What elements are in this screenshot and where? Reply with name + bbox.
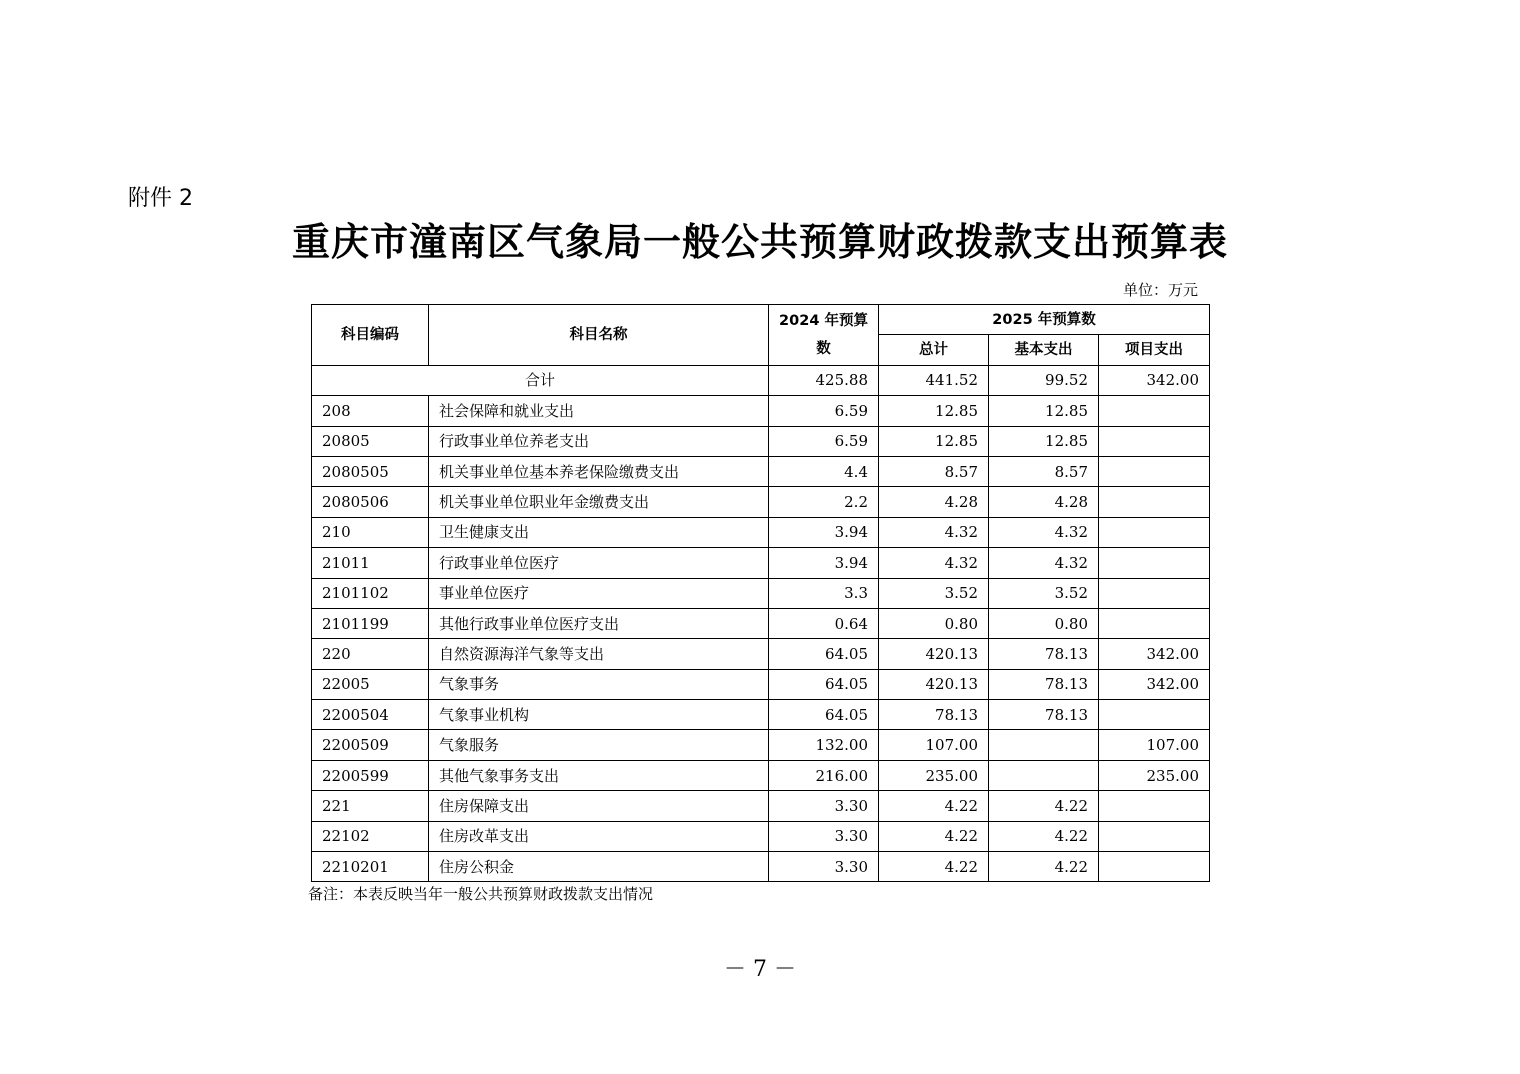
cell-code: 2200509 xyxy=(312,730,429,760)
cell-project xyxy=(1099,852,1210,882)
cell-name: 气象事务 xyxy=(429,669,769,699)
header-project: 项目支出 xyxy=(1099,335,1210,365)
cell-name: 卫生健康支出 xyxy=(429,517,769,547)
table-row xyxy=(312,426,1210,456)
cell-budget-2024: 132.00 xyxy=(769,730,879,760)
table-row xyxy=(312,821,1210,851)
cell-budget-2024: 64.05 xyxy=(769,639,879,669)
total-total: 441.52 xyxy=(879,365,989,395)
cell-project xyxy=(1099,456,1210,486)
cell-budget-2024: 6.59 xyxy=(769,426,879,456)
cell-basic: 8.57 xyxy=(989,456,1099,486)
cell-basic: 4.28 xyxy=(989,487,1099,517)
cell-code: 22102 xyxy=(312,821,429,851)
cell-name: 自然资源海洋气象等支出 xyxy=(429,639,769,669)
table-row xyxy=(312,852,1210,882)
cell-name: 行政事业单位医疗 xyxy=(429,548,769,578)
cell-name: 住房改革支出 xyxy=(429,821,769,851)
total-row xyxy=(312,365,1210,395)
cell-basic xyxy=(989,730,1099,760)
table-row xyxy=(312,669,1210,699)
cell-budget-2024: 4.4 xyxy=(769,456,879,486)
unit-label: 单位：万元 xyxy=(1122,281,1198,299)
cell-project xyxy=(1099,426,1210,456)
cell-project xyxy=(1099,396,1210,426)
budget-table xyxy=(311,304,1210,882)
cell-basic: 12.85 xyxy=(989,426,1099,456)
cell-name: 住房保障支出 xyxy=(429,791,769,821)
table-row xyxy=(312,730,1210,760)
cell-budget-2024: 6.59 xyxy=(769,396,879,426)
cell-project xyxy=(1099,517,1210,547)
cell-name: 气象事业机构 xyxy=(429,700,769,730)
header-code: 科目编码 xyxy=(312,305,429,366)
table-row xyxy=(312,639,1210,669)
cell-code: 208 xyxy=(312,396,429,426)
header-budget-2024: 2024 年预算数 xyxy=(769,305,879,366)
cell-code: 220 xyxy=(312,639,429,669)
cell-basic: 4.32 xyxy=(989,548,1099,578)
table-row xyxy=(312,548,1210,578)
header-budget-2025: 2025 年预算数 xyxy=(879,305,1210,335)
total-project: 342.00 xyxy=(1099,365,1210,395)
cell-code: 2210201 xyxy=(312,852,429,882)
cell-project xyxy=(1099,700,1210,730)
table-row xyxy=(312,578,1210,608)
cell-code: 2101199 xyxy=(312,608,429,638)
cell-name: 机关事业单位基本养老保险缴费支出 xyxy=(429,456,769,486)
cell-name: 其他气象事务支出 xyxy=(429,760,769,790)
cell-project xyxy=(1099,578,1210,608)
table-row xyxy=(312,700,1210,730)
table-row xyxy=(312,396,1210,426)
cell-project: 342.00 xyxy=(1099,639,1210,669)
table-header xyxy=(312,305,1210,366)
total-budget-2024: 425.88 xyxy=(769,365,879,395)
header-total: 总计 xyxy=(879,335,989,365)
cell-budget-2024: 3.30 xyxy=(769,791,879,821)
cell-basic: 4.22 xyxy=(989,821,1099,851)
page-number: － 7 － xyxy=(724,957,796,982)
table-row xyxy=(312,608,1210,638)
table-row xyxy=(312,517,1210,547)
cell-code: 21011 xyxy=(312,548,429,578)
table-row xyxy=(312,456,1210,486)
cell-total: 4.28 xyxy=(879,487,989,517)
cell-name: 其他行政事业单位医疗支出 xyxy=(429,608,769,638)
cell-total: 12.85 xyxy=(879,426,989,456)
cell-code: 2080505 xyxy=(312,456,429,486)
cell-project xyxy=(1099,791,1210,821)
cell-total: 4.32 xyxy=(879,517,989,547)
cell-total: 235.00 xyxy=(879,760,989,790)
cell-budget-2024: 2.2 xyxy=(769,487,879,517)
cell-budget-2024: 3.94 xyxy=(769,517,879,547)
cell-total: 0.80 xyxy=(879,608,989,638)
cell-project: 342.00 xyxy=(1099,669,1210,699)
page-title: 重庆市潼南区气象局一般公共预算财政拨款支出预算表 xyxy=(291,220,1228,264)
table-note: 备注：本表反映当年一般公共预算财政拨款支出情况 xyxy=(308,885,654,903)
cell-total: 4.22 xyxy=(879,821,989,851)
cell-code: 2200599 xyxy=(312,760,429,790)
cell-name: 事业单位医疗 xyxy=(429,578,769,608)
cell-name: 社会保障和就业支出 xyxy=(429,396,769,426)
cell-basic: 12.85 xyxy=(989,396,1099,426)
cell-code: 20805 xyxy=(312,426,429,456)
cell-name: 机关事业单位职业年金缴费支出 xyxy=(429,487,769,517)
cell-basic: 78.13 xyxy=(989,700,1099,730)
cell-total: 420.13 xyxy=(879,639,989,669)
cell-total: 4.22 xyxy=(879,791,989,821)
cell-name: 气象服务 xyxy=(429,730,769,760)
cell-basic: 3.52 xyxy=(989,578,1099,608)
cell-code: 221 xyxy=(312,791,429,821)
cell-budget-2024: 64.05 xyxy=(769,669,879,699)
cell-basic: 4.22 xyxy=(989,791,1099,821)
cell-budget-2024: 3.3 xyxy=(769,578,879,608)
cell-code: 2080506 xyxy=(312,487,429,517)
cell-total: 3.52 xyxy=(879,578,989,608)
cell-basic: 78.13 xyxy=(989,669,1099,699)
cell-basic: 78.13 xyxy=(989,639,1099,669)
cell-name: 行政事业单位养老支出 xyxy=(429,426,769,456)
cell-project: 107.00 xyxy=(1099,730,1210,760)
cell-budget-2024: 64.05 xyxy=(769,700,879,730)
cell-code: 22005 xyxy=(312,669,429,699)
cell-name: 住房公积金 xyxy=(429,852,769,882)
cell-project xyxy=(1099,821,1210,851)
cell-budget-2024: 216.00 xyxy=(769,760,879,790)
cell-budget-2024: 3.30 xyxy=(769,852,879,882)
cell-project: 235.00 xyxy=(1099,760,1210,790)
header-name: 科目名称 xyxy=(429,305,769,366)
total-label: 合计 xyxy=(312,365,769,395)
cell-basic: 0.80 xyxy=(989,608,1099,638)
table-row xyxy=(312,487,1210,517)
cell-total: 12.85 xyxy=(879,396,989,426)
cell-budget-2024: 3.30 xyxy=(769,821,879,851)
cell-code: 2101102 xyxy=(312,578,429,608)
table-row xyxy=(312,760,1210,790)
cell-basic: 4.22 xyxy=(989,852,1099,882)
cell-code: 210 xyxy=(312,517,429,547)
attachment-label: 附件 2 xyxy=(128,186,193,211)
cell-code: 2200504 xyxy=(312,700,429,730)
cell-total: 107.00 xyxy=(879,730,989,760)
cell-total: 420.13 xyxy=(879,669,989,699)
cell-budget-2024: 0.64 xyxy=(769,608,879,638)
total-basic: 99.52 xyxy=(989,365,1099,395)
header-basic: 基本支出 xyxy=(989,335,1099,365)
cell-total: 8.57 xyxy=(879,456,989,486)
cell-total: 78.13 xyxy=(879,700,989,730)
cell-total: 4.22 xyxy=(879,852,989,882)
cell-budget-2024: 3.94 xyxy=(769,548,879,578)
cell-basic xyxy=(989,760,1099,790)
cell-project xyxy=(1099,487,1210,517)
table-body xyxy=(312,365,1210,882)
cell-basic: 4.32 xyxy=(989,517,1099,547)
cell-project xyxy=(1099,548,1210,578)
table-row xyxy=(312,791,1210,821)
cell-total: 4.32 xyxy=(879,548,989,578)
cell-project xyxy=(1099,608,1210,638)
